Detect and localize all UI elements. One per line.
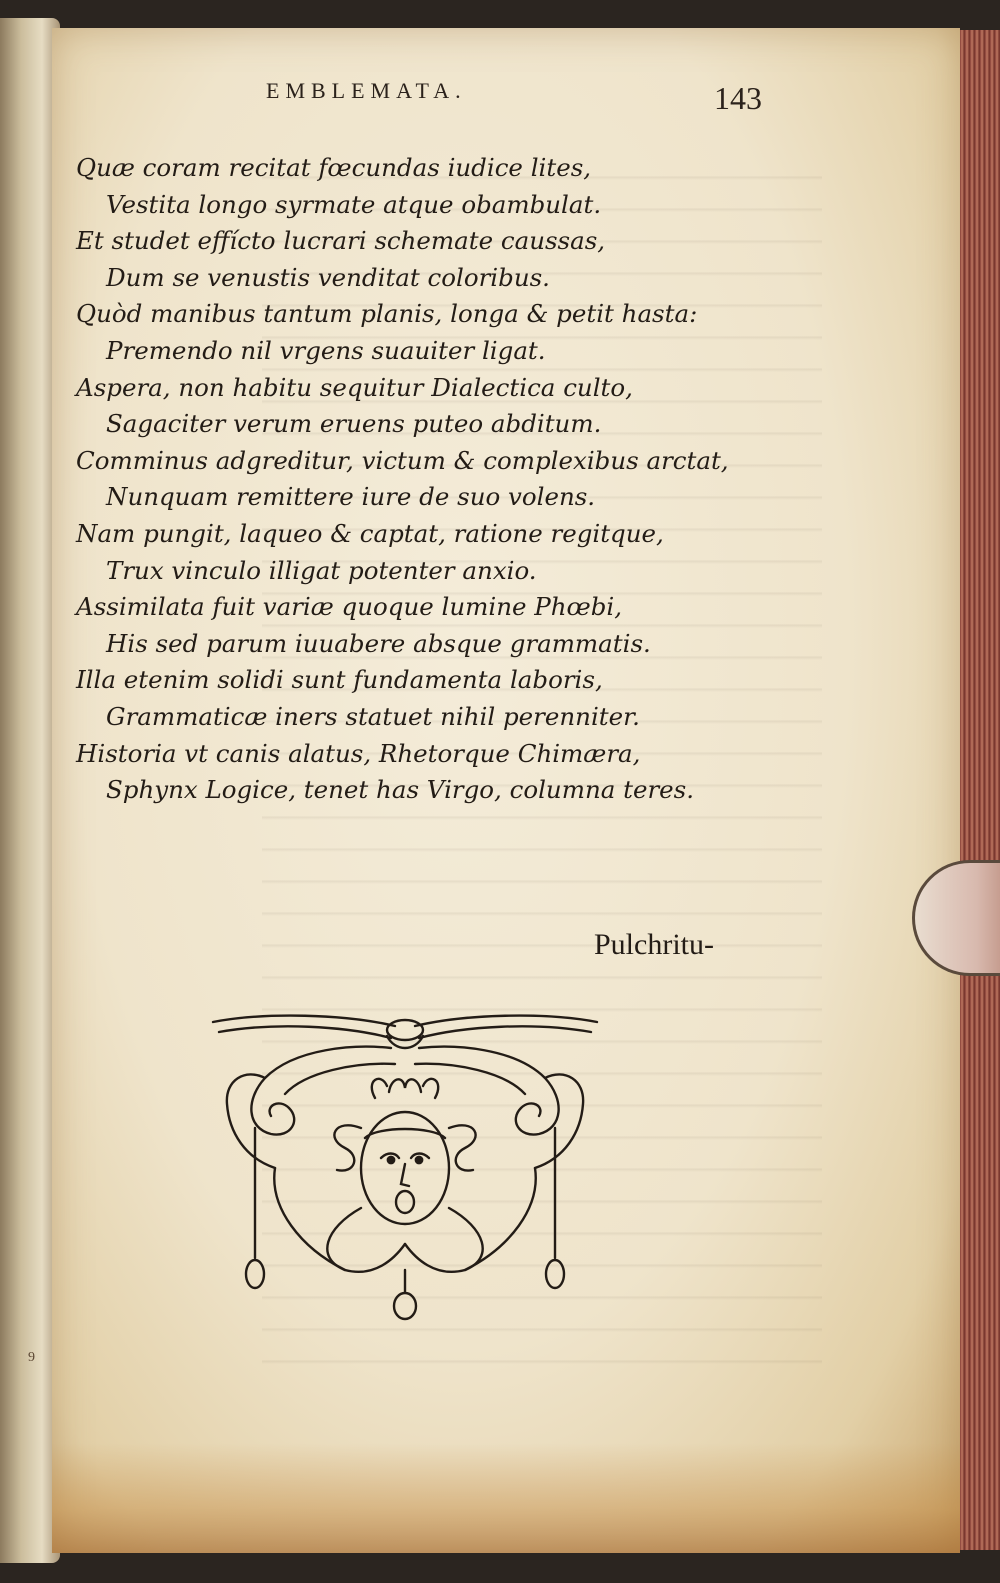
facing-page-edge: [0, 18, 60, 1563]
verse-line: Comminus adgreditur, victum & complexibus arctat,: [76, 445, 729, 475]
verse-line: Trux vinculo illigat potenter anxio.: [106, 555, 537, 585]
verse-line: Assimilata fuit variæ quoque lumine Phœbi,: [76, 592, 623, 622]
verse-line: Sphynx Logice, tenet has Virgo, columna teres.: [106, 775, 695, 805]
verse-line: Nam pungit, laqueo & captat, ratione regitque,: [76, 518, 664, 548]
verse-line: Quòd manibus tantum planis, longa & petit hasta:: [76, 299, 698, 329]
page-number: 143: [714, 80, 762, 116]
verse-line: Nunquam remittere iure de suo volens.: [106, 482, 596, 512]
grotesque-mask-ornament-icon: [205, 1008, 605, 1328]
verse-block: [76, 150, 756, 809]
verse-line: Dum se venustis venditat coloribus.: [106, 262, 550, 292]
verse-line: Vestita longo syrmate atque obambulat.: [106, 189, 602, 219]
margin-mark: 9: [28, 1350, 35, 1365]
verse-line: Illa etenim solidi sunt fundamenta laboris,: [76, 665, 603, 695]
catchword: Pulchritu-: [594, 928, 714, 961]
running-head: EMBLEMATA.: [266, 78, 467, 103]
fore-edge-binding: [954, 30, 1000, 1550]
verse-line: Aspera, non habitu sequitur Dialectica culto,: [76, 372, 633, 402]
verse-line: Grammaticæ iners statuet nihil perenniter.: [106, 701, 640, 731]
verse-line: His sed parum iuuabere absque grammatis.: [106, 628, 651, 658]
verse-line: Quæ coram recitat fœcundas iudice lites,: [76, 153, 592, 182]
verse-line: Premendo nil vrgens suauiter ligat.: [106, 335, 546, 365]
verse-line: Sagaciter verum eruens puteo abditum.: [106, 409, 602, 439]
verse-line: Et studet effícto lucrari schemate caussas,: [76, 226, 606, 256]
verse-line: Historia vt canis alatus, Rhetorque Chimæra,: [76, 738, 641, 768]
